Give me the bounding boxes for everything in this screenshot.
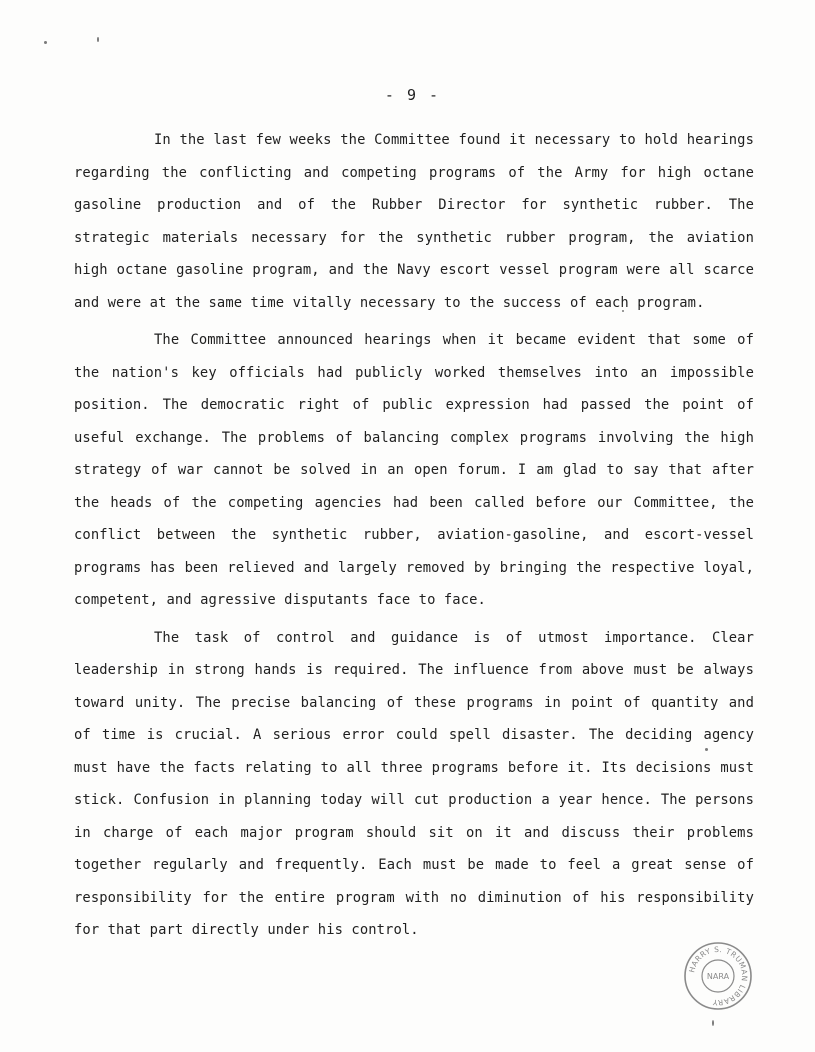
paragraph-text: The task of control and guidance is of utmost importance. Clear leadership in strong hands is required. The influence from above must be always toward unity. The precise balancing of these programs in point of quantity and of time is crucial. A serious error could spell disaster. The deciding agency must have the facts relating to all three programs before it. Its decisions must stick. Confusion in planning today will cut production a year hence. The persons in charge of each major program should sit on it and discuss their problems together regularly and frequently. Each must be made to feel a great sense of responsibility for the entire program with no diminution of his responsibility for that part directly under his control.: [74, 629, 754, 938]
paragraph-text: In the last few weeks the Committee found it necessary to hold hearings regarding the conflicting and competing programs of the Army for high octane gasoline production and of the Rubber Director for synthetic rubber. The strategic materials necessary for the synthetic rubber program, the aviation high octane gasoline program, and the Navy escort vessel program were all scarce and were at the same time vitally necessary to the success of each program.: [74, 132, 754, 311]
scan-speck: [44, 41, 47, 44]
paragraph: [74, 622, 754, 947]
page-number: - 9 -: [384, 86, 441, 104]
paragraph-text: The Committee announced hearings when it became evident that some of the nation's key officials had publicly worked themselves into an impossible position. The democratic right of public expression had passed the point of useful exchange. The problems of balancing complex programs involving the high strategy of war cannot be solved in an open forum. I am glad to say that after the heads of the competing agencies had been called before our Committee, the conflict between the synthetic rubber, aviation-gasoline, and escort-vessel programs has been relieved and largely removed by bringing the respective loyal, competent, and agressive disputants face to face.: [74, 332, 754, 608]
scan-speck: [712, 1020, 714, 1026]
paragraph: [74, 324, 754, 617]
archive-stamp-seal: [683, 941, 753, 1011]
paragraph: [74, 124, 754, 319]
scan-speck: [97, 37, 99, 42]
svg-text:NARA: NARA: [706, 972, 730, 981]
body-text: [74, 124, 754, 947]
svg-text:HARRY S. TRUMAN LIBRARY: HARRY S. TRUMAN LIBRARY: [687, 944, 750, 1008]
archive-stamp: [683, 941, 753, 1011]
